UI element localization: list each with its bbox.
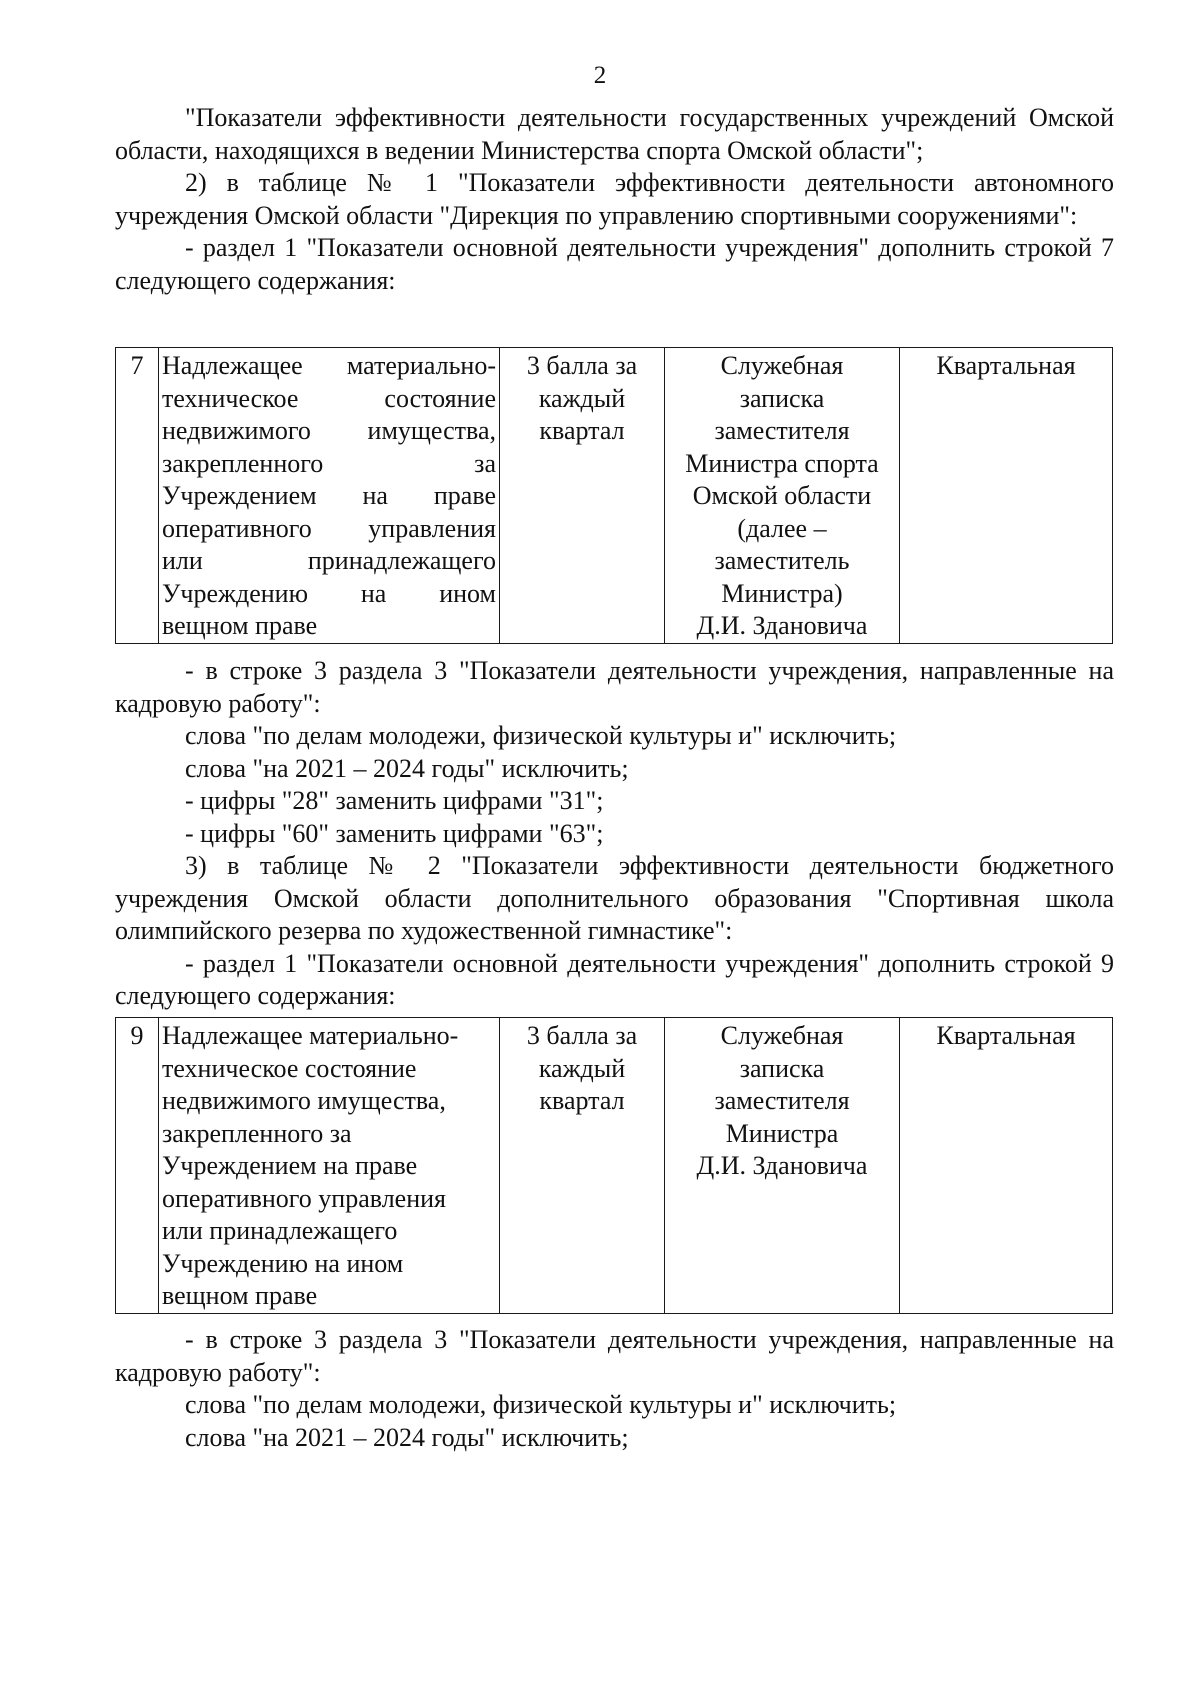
- amendment-paragraph: - в строке 3 раздела 3 "Показатели деятельности учреждения, направленные на кадровую работу":: [115, 656, 1114, 718]
- description-line: техническое состояние: [162, 1053, 417, 1083]
- amendment-paragraph: 3) в таблице № 2 "Показатели эффективности деятельности бюджетного учреждения Омской области дополнительного образования "Спортивная школа олимпийского резерва по художественной гимнастике":: [115, 851, 1114, 945]
- intro-text-block: [115, 102, 1114, 297]
- source-line: заместителя: [714, 1086, 850, 1115]
- amendment-paragraph: - в строке 3 раздела 3 "Показатели деятельности учреждения, направленные на кадровую работу":: [115, 1325, 1114, 1387]
- source-line: записка: [739, 383, 825, 413]
- row-number-cell: 9: [116, 1018, 159, 1314]
- source-line: Министра): [721, 578, 843, 608]
- description-line: закрепленного за: [162, 1118, 352, 1148]
- source-line: заместитель: [714, 546, 850, 575]
- description-line: Учреждению на ином: [162, 1248, 404, 1278]
- description-line: Учреждению на ином: [162, 578, 496, 608]
- middle-text-block: [115, 655, 1114, 1013]
- period-cell: Квартальная: [900, 1018, 1113, 1314]
- table-row: [116, 348, 1113, 644]
- description-line: Надлежащее материально-: [162, 351, 496, 380]
- amendment-paragraph: - цифры "60" заменить цифрами "63";: [185, 818, 604, 848]
- source-line: (далее –: [737, 513, 827, 543]
- table-row: [116, 1018, 1113, 1314]
- description-line: Учреждением на праве: [162, 1151, 418, 1180]
- intro-paragraph: 2) в таблице № 1 "Показатели эффективности деятельности автономного учреждения Омской области "Дирекция по управлению спортивными сооружениями":: [115, 168, 1114, 230]
- description-line: закрепленного за: [162, 448, 496, 478]
- description-line: Учреждением на праве: [162, 481, 496, 510]
- score-line: каждый: [538, 1053, 626, 1083]
- description-line: недвижимого имущества,: [162, 1086, 446, 1115]
- description-line: или принадлежащего: [162, 546, 496, 575]
- description-line: техническое состояние: [162, 383, 496, 413]
- source-line: Д.И. Здановича: [696, 1151, 868, 1180]
- amendment-paragraph: слова "на 2021 – 2024 годы" исключить;: [185, 1422, 629, 1452]
- source-line: Служебная: [720, 351, 844, 380]
- description-cell: [159, 1018, 500, 1314]
- description-line: оперативного управления: [162, 1183, 446, 1213]
- score-cell: [500, 348, 665, 644]
- score-line: каждый: [538, 383, 626, 413]
- amendment-paragraph: слова "по делам молодежи, физической культуры и" исключить;: [185, 721, 897, 750]
- source-line: Министра спорта: [685, 448, 879, 478]
- description-line: недвижимого имущества,: [162, 416, 496, 445]
- intro-paragraph: - раздел 1 "Показатели основной деятельности учреждения" дополнить строкой 7 следующего содержания:: [115, 233, 1114, 295]
- source-line: Служебная: [720, 1021, 844, 1050]
- description-line: или принадлежащего: [162, 1216, 398, 1245]
- score-line: 3 балла за: [526, 351, 638, 380]
- source-cell: [665, 348, 900, 644]
- score-line: квартал: [539, 416, 625, 445]
- page-number: 2: [593, 62, 607, 89]
- period-cell: Квартальная: [900, 348, 1113, 644]
- source-line: Омской области: [692, 481, 872, 510]
- amendment-paragraph: - раздел 1 "Показатели основной деятельности учреждения" дополнить строкой 9 следующего содержания:: [115, 948, 1114, 1010]
- description-line: Надлежащее материально-: [162, 1021, 459, 1050]
- description-cell: [159, 348, 500, 644]
- description-line: вещном праве: [162, 1281, 318, 1310]
- source-line: Д.И. Здановича: [696, 611, 868, 640]
- amendment-paragraph: - цифры "28" заменить цифрами "31";: [185, 786, 604, 815]
- description-line: вещном праве: [162, 611, 318, 640]
- description-line: оперативного управления: [162, 513, 496, 543]
- table-row-7: [115, 347, 1113, 644]
- intro-paragraph: "Показатели эффективности деятельности государственных учреждений Омской области, находящихся в ведении Министерства спорта Омской области";: [115, 103, 1114, 165]
- source-line: записка: [739, 1053, 825, 1083]
- amendment-paragraph: слова "по делам молодежи, физической культуры и" исключить;: [185, 1390, 897, 1419]
- score-line: 3 балла за: [526, 1021, 638, 1050]
- final-text-block: [115, 1324, 1114, 1454]
- source-line: Министра: [725, 1118, 839, 1148]
- table-row-9: [115, 1017, 1113, 1314]
- score-line: квартал: [539, 1086, 625, 1115]
- source-line: заместителя: [714, 416, 850, 445]
- score-cell: [500, 1018, 665, 1314]
- source-cell: [665, 1018, 900, 1314]
- row-number-cell: 7: [116, 348, 159, 644]
- amendment-paragraph: слова "на 2021 – 2024 годы" исключить;: [185, 753, 629, 783]
